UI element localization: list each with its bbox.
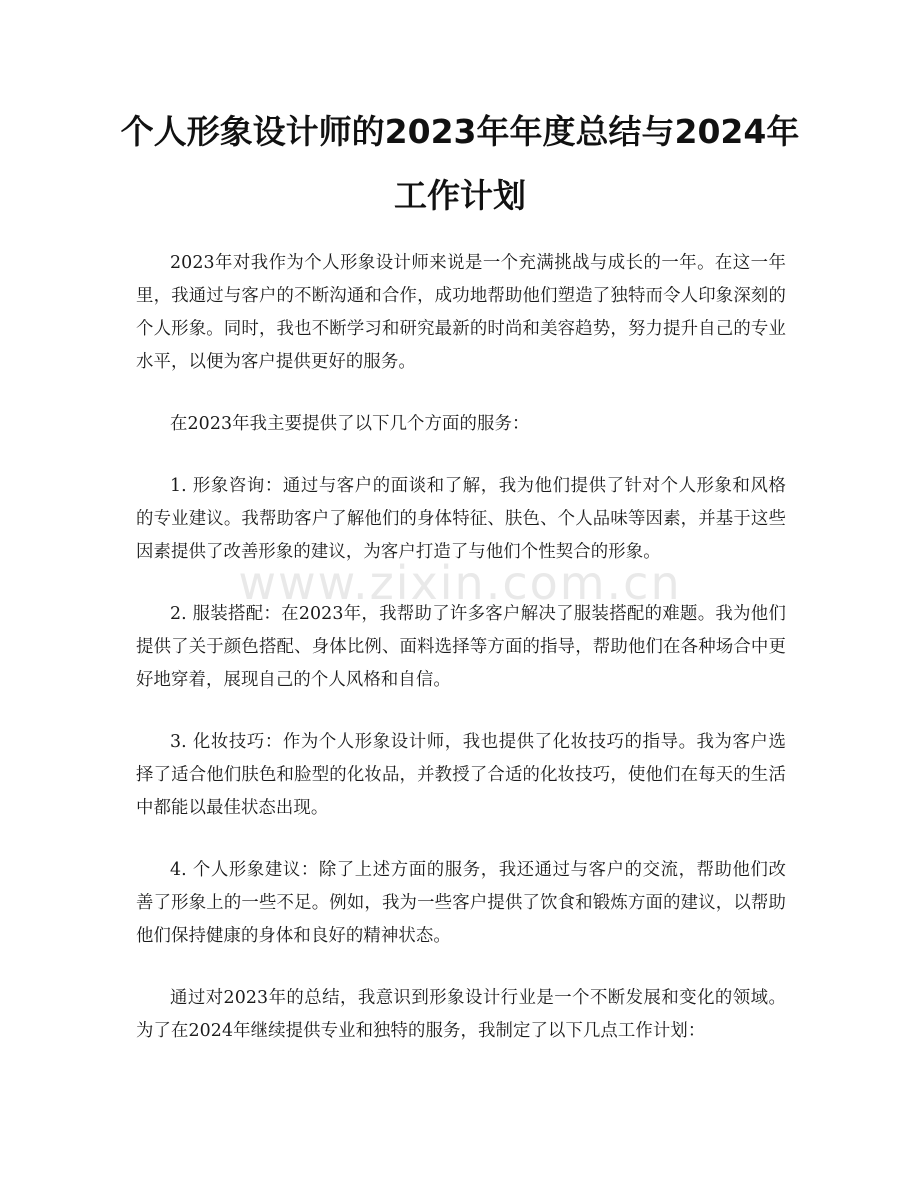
paragraph-intro: 2023年对我作为个人形象设计师来说是一个充满挑战与成长的一年。在这一年里，我通过与客户的不断沟通和合作，成功地帮助他们塑造了独特而令人印象深刻的个人形象。同时，我也不断学习和研究最新的时尚和美容趋势，努力提升自己的专业水平，以便为客户提供更好的服务。 <box>136 253 786 372</box>
paragraph-services-lead: 在2023年我主要提供了以下几个方面的服务： <box>170 414 530 434</box>
document-title: 个人形象设计师的2023年年度总结与2024年工作计划 <box>120 112 800 215</box>
paragraph-service-consulting: 1. 形象咨询：通过与客户的面谈和了解，我为他们提供了针对个人形象和风格的专业建议。我帮助客户了解他们的身体特征、肤色、个人品味等因素，并基于这些因素提供了改善形象的建议，为客户打造了与他们个性契合的形象。 <box>136 476 786 562</box>
paragraph-summary: 通过对2023年的总结，我意识到形象设计行业是一个不断发展和变化的领域。为了在2024年继续提供专业和独特的服务，我制定了以下几点工作计划： <box>136 988 786 1041</box>
paragraph-service-makeup: 3. 化妆技巧：作为个人形象设计师，我也提供了化妆技巧的指导。我为客户选择了适合他们肤色和脸型的化妆品，并教授了合适的化妆技巧，使他们在每天的生活中都能以最佳状态出现。 <box>136 732 786 818</box>
watermark: www.zixin.com.cn <box>238 556 682 610</box>
paragraph-service-advice: 4. 个人形象建议：除了上述方面的服务，我还通过与客户的交流，帮助他们改善了形象上的一些不足。例如，我为一些客户提供了饮食和锻炼方面的建议，以帮助他们保持健康的身体和良好的精神状态。 <box>136 860 786 946</box>
document-body <box>136 247 786 1077</box>
paragraph-service-styling: 2. 服装搭配：在2023年，我帮助了许多客户解决了服装搭配的难题。我为他们提供了关于颜色搭配、身体比例、面料选择等方面的指导，帮助他们在各种场合中更好地穿着，展现自己的个人风格和自信。 <box>136 604 786 690</box>
